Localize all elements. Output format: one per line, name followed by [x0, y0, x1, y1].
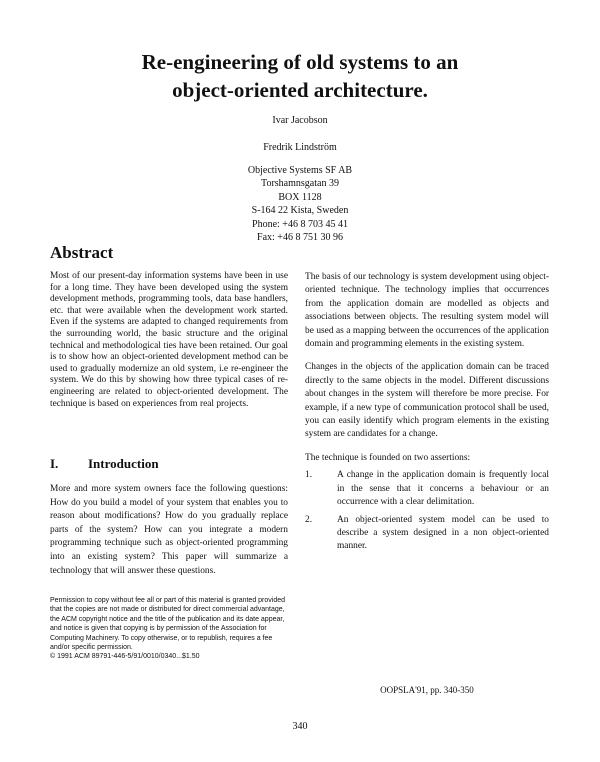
affiliation-phone: Phone: +46 8 703 45 41 — [252, 218, 348, 230]
author-1: Ivar Jacobson — [272, 115, 328, 126]
intro-section-number: I. — [50, 456, 59, 471]
right-paragraph-2: Changes in the objects of the application domain can be traced directly to the same objects in the model. Different discussions about changes in the system will therefore be more precise. For example, if a new type of communication protocol shall be used, you can easily identify which program elements in the existing system are candidates for a change. — [305, 362, 549, 440]
list-item-text: A change in the application domain is frequently local in the sense that it concerns a behaviour or an occurrence with a clear delimitation. — [337, 470, 549, 508]
title-line-2: object-oriented architecture. — [172, 78, 428, 102]
list-item-text: An object-oriented system model can be used to describe a system designed in a non object-oriented manner. — [337, 514, 549, 552]
abstract-heading: Abstract — [50, 243, 114, 262]
copyright-acm-line: © 1991 ACM 89791-446-5/91/0010/0340...$1.50 — [50, 653, 200, 661]
right-column — [305, 271, 549, 558]
intro-text: More and more system owners face the following questions: How do you build a model of your system that enables you to reason about modifications? How do you gradually replace parts of the system? How can you integrate a modern programming technique such as object-oriented programming into an existing system? This paper will summarize a technology that will answer these questions. — [50, 484, 288, 576]
right-paragraph-1: The basis of our technology is system development using object-oriented technique. The technology implies that occurrences from the application domain are modelled as objects and associations between objects. The resulting system model will be used as a mapping between the occurrences of the application domain and programming elements in the existing system. — [305, 272, 549, 350]
copyright-notice — [50, 596, 288, 662]
title-line-1: Re-engineering of old systems to an — [141, 50, 459, 74]
assertion-list — [305, 469, 549, 553]
affiliation-box: BOX 1128 — [278, 191, 322, 203]
affiliation-street: Torshamnsgatan 39 — [261, 178, 339, 190]
list-item — [305, 469, 549, 509]
intro-section-title: Introduction — [88, 456, 159, 471]
copyright-permission: Permission to copy without fee all or part of this material is granted provided that the copies are not made or distributed for direct commercial advantage, the ACM copyright notice and the title of the publication and its date appear, and notice is given that copying is by permission of the Association for Computing Machinery. To copy otherwise, or to republish, requires a fee and/or specific permission. — [50, 597, 286, 652]
affiliation-company: Objective Systems SF AB — [247, 165, 353, 176]
venue-line: OOPSLA'91, pp. 340-350 — [380, 685, 474, 695]
page-number: 340 — [292, 721, 308, 732]
affiliation-block — [0, 164, 600, 244]
affiliation-fax: Fax: +46 8 751 30 96 — [257, 232, 343, 244]
intro-heading — [50, 456, 159, 472]
paper-title — [60, 48, 540, 104]
list-item — [305, 514, 549, 554]
affiliation-city: S-164 22 Kista, Sweden — [251, 205, 349, 217]
list-item-number: 1. — [305, 470, 313, 481]
list-item-number: 2. — [305, 514, 313, 525]
abstract-text: Most of our present-day information systems have been in use for a long time. They have been developed using the system development methods, programming tools, data base handlers, etc. that were available when the development work started. Even if the systems are adapted to changed requirements from the surrounding world, the basic structure and the original technical and methodological ties have been retained. Our goal is to show how an object-oriented development method can be used to gradually modernize an old system, i.e re-engineer the system. We do this by showing how three typical cases of re-engineering are related to object-oriented development. The technique is based on experiences from real projects. — [50, 271, 288, 409]
right-paragraph-3: The technique is founded on two assertions: — [305, 452, 471, 463]
author-2: Fredrik Lindström — [263, 142, 337, 153]
